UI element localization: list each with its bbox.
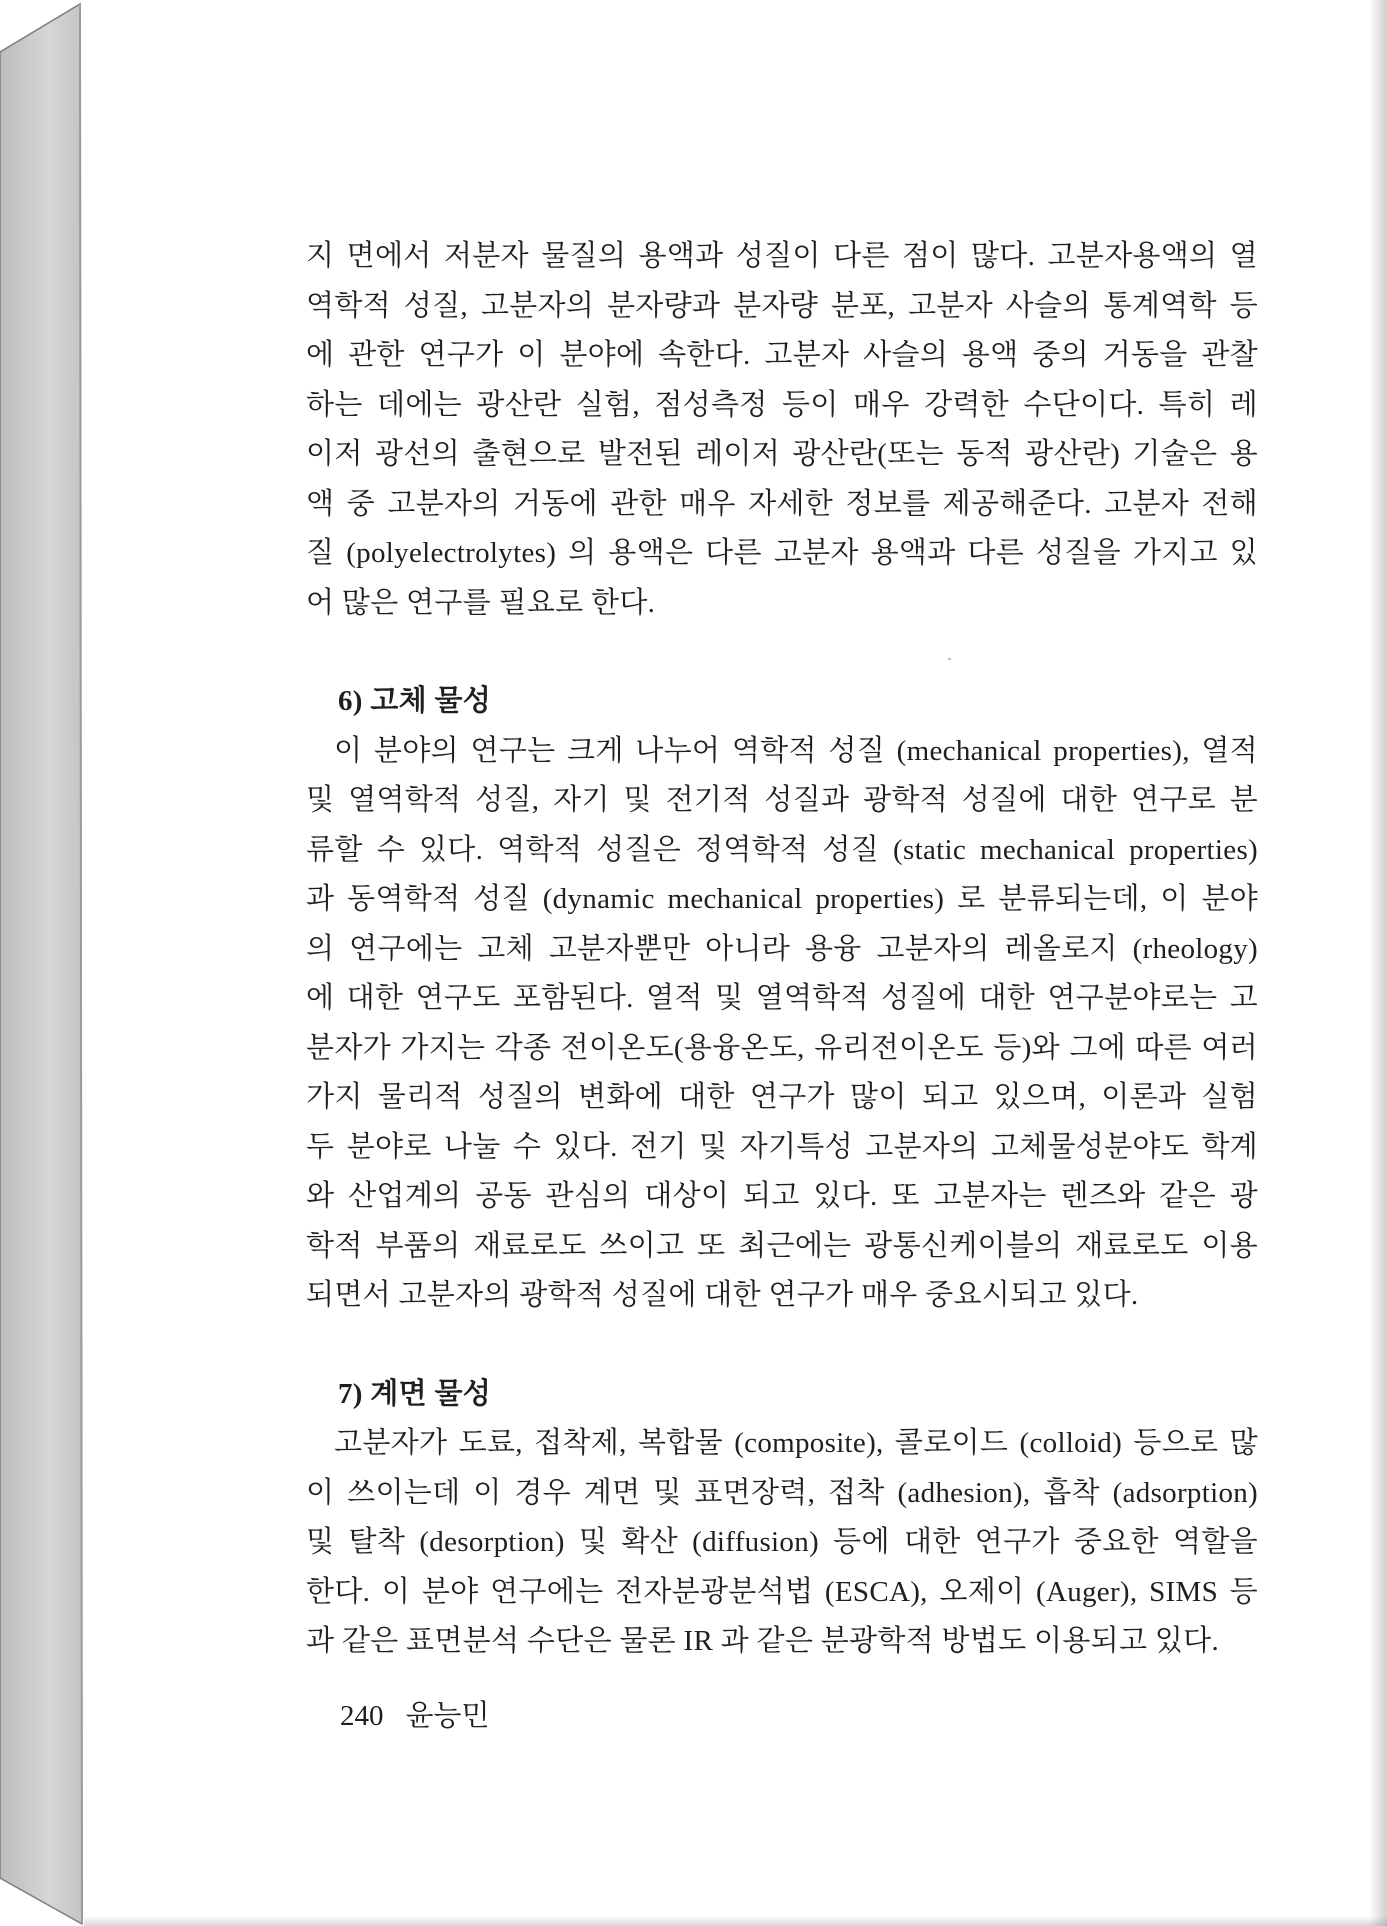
author-name: 윤능민 bbox=[405, 1700, 490, 1732]
text-line: 와 산업계의 공동 관심의 대상이 되고 있다. 또 고분자는 렌즈와 같은 광 bbox=[306, 1180, 1258, 1212]
page-footer bbox=[340, 1696, 490, 1736]
text-line: 고분자가 도료, 접착제, 복합물 (composite), 콜로이드 (colloid) 등으로 많 bbox=[334, 1427, 1258, 1459]
text-line: 및 열역학적 성질, 자기 및 전기적 성질과 광학적 성질에 대한 연구로 분 bbox=[306, 784, 1258, 816]
text-line: 하는 데에는 광산란 실험, 점성측정 등이 매우 강력한 수단이다. 특히 레 bbox=[306, 388, 1258, 421]
text-line: 액 중 고분자의 거동에 관한 매우 자세한 정보를 제공해준다. 고분자 전해 bbox=[306, 487, 1258, 520]
text-line: 어 많은 연구를 필요로 한다. bbox=[306, 586, 656, 619]
text-line: 이 분야의 연구는 크게 나누어 역학적 성질 (mechanical properties), 열적 bbox=[334, 734, 1258, 767]
book-spine bbox=[0, 0, 84, 1926]
text-line: 지 면에서 저분자 물질의 용액과 성질이 다른 점이 많다. 고분자용액의 열 bbox=[306, 240, 1258, 272]
page-number: 240 bbox=[340, 1700, 384, 1732]
page-shadow-right bbox=[1369, 0, 1387, 1926]
text-line: 가지 물리적 성질의 변화에 대한 연구가 많이 되고 있으며, 이론과 실험 bbox=[306, 1081, 1258, 1113]
section-heading: 7) 계면 물성 bbox=[338, 1377, 492, 1410]
page-body bbox=[306, 232, 1258, 1667]
text-line: 류할 수 있다. 역학적 성질은 정역학적 성질 (static mechanical properties) bbox=[306, 833, 1258, 866]
section-interface-properties bbox=[306, 1370, 1258, 1667]
text-line: 두 분야로 나눌 수 있다. 전기 및 자기특성 고분자의 고체물성분야도 학계 bbox=[306, 1130, 1258, 1163]
text-line: 에 대한 연구도 포함된다. 열적 및 열역학적 성질에 대한 연구분야로는 고 bbox=[306, 982, 1258, 1014]
text-line: 되면서 고분자의 광학적 성질에 대한 연구가 매우 중요시되고 있다. bbox=[306, 1279, 1139, 1311]
text-line: 의 연구에는 고체 고분자뿐만 아니라 용융 고분자의 레올로지 (rheology) bbox=[306, 932, 1258, 965]
text-line: 에 관한 연구가 이 분야에 속한다. 고분자 사슬의 용액 중의 거동을 관찰 bbox=[306, 339, 1258, 371]
page-shadow-bottom bbox=[84, 1916, 1387, 1926]
text-line: 과 동역학적 성질 (dynamic mechanical properties) 로 분류되는데, 이 분야 bbox=[306, 883, 1258, 915]
section-gap bbox=[306, 1321, 1258, 1370]
text-line: 이 쓰이는데 이 경우 계면 및 표면장력, 접착 (adhesion), 흡착 (adsorption) bbox=[306, 1476, 1258, 1509]
text-line: 질 (polyelectrolytes) 의 용액은 다른 고분자 용액과 다른 성질을 가지고 있 bbox=[306, 537, 1258, 569]
section-gap bbox=[306, 628, 1258, 677]
intro-paragraph bbox=[306, 232, 1258, 628]
text-line: 이저 광선의 출현으로 발전된 레이저 광산란(또는 동적 광산란) 기술은 용 bbox=[306, 438, 1258, 470]
text-line: 과 같은 표면분석 수단은 물론 IR 과 같은 분광학적 방법도 이용되고 있다. bbox=[306, 1625, 1219, 1657]
text-line: 분자가 가지는 각종 전이온도(용융온도, 유리전이온도 등)와 그에 따른 여러 bbox=[306, 1031, 1258, 1064]
text-line: 한다. 이 분야 연구에는 전자분광분석법 (ESCA), 오제이 (Auger), SIMS 등 bbox=[306, 1575, 1258, 1608]
section-heading: 6) 고체 물성 bbox=[338, 685, 492, 717]
section-solid-properties bbox=[306, 677, 1258, 1321]
text-line: 학적 부품의 재료로도 쓰이고 또 최근에는 광통신케이블의 재료로도 이용 bbox=[306, 1229, 1258, 1262]
text-line: 역학적 성질, 고분자의 분자량과 분자량 분포, 고분자 사슬의 통계역학 등 bbox=[306, 289, 1258, 322]
text-line: 및 탈착 (desorption) 및 확산 (diffusion) 등에 대한 연구가 중요한 역할을 bbox=[306, 1526, 1258, 1558]
